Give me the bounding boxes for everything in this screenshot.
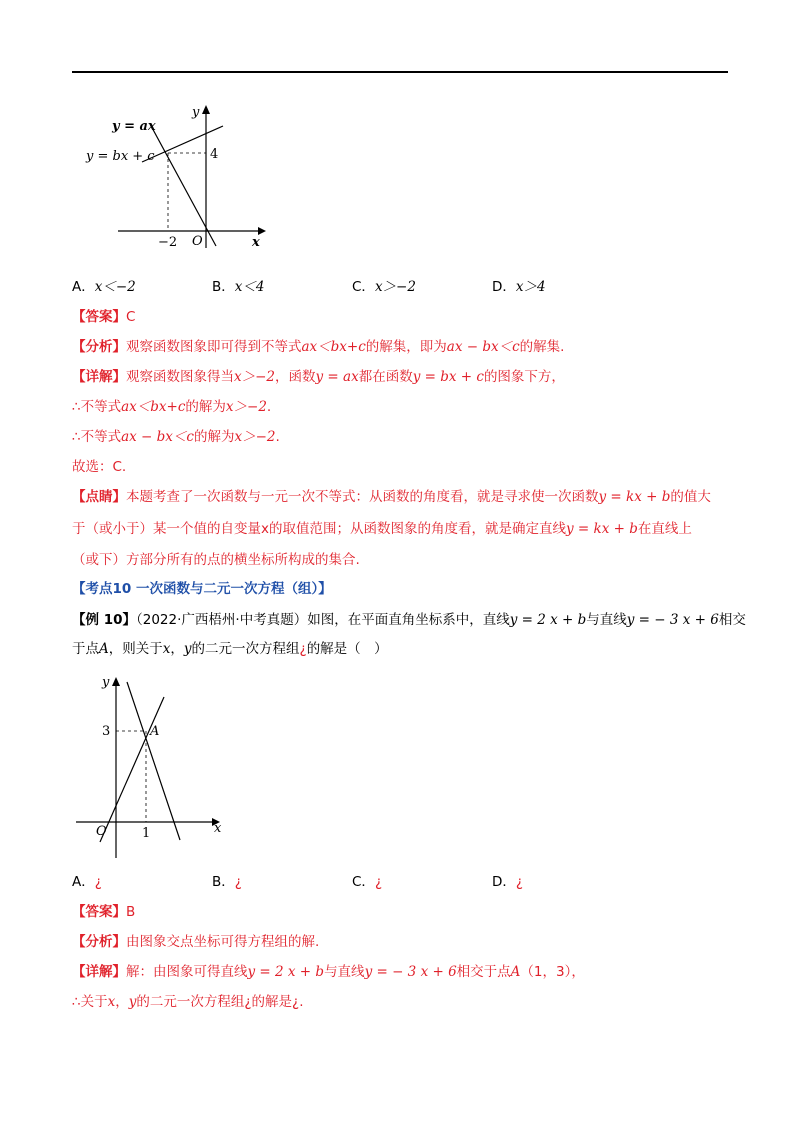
- option-key: C．: [352, 279, 375, 295]
- fig2-tick-y: 3: [102, 724, 111, 739]
- comment-tag: 【点睛】: [72, 489, 126, 505]
- option-key: D．: [492, 874, 516, 890]
- answer-2: [72, 903, 135, 921]
- analysis-tag: 【分析】: [72, 934, 126, 950]
- comment-text: （或下）方部分所有的点的横坐标所构成的集合.: [72, 552, 360, 568]
- detail-1-line-4: [72, 458, 126, 476]
- comment-1-line-3: [72, 551, 360, 569]
- detail-text: 的图象下方，: [483, 369, 565, 385]
- answer-1: [72, 308, 135, 326]
- detail-text: 的二元一次方程组: [136, 994, 245, 1010]
- math-expression: y = kx + b: [598, 489, 671, 505]
- math-expression: x: [162, 641, 171, 657]
- detail-text: ∴关于: [72, 994, 108, 1010]
- analysis-text: 由图象交点坐标可得方程组的解.: [126, 934, 320, 950]
- math-expression: y = − 3 x + 6: [626, 612, 719, 628]
- option-value: x＞4: [515, 279, 546, 295]
- detail-1-line-2: [72, 398, 271, 416]
- section-heading: 【考点10 一次函数与二元一次方程（组）】: [72, 581, 332, 597]
- example-text: （2022·广西梧州·中考真题）如图，在平面直角坐标系中，直线: [136, 612, 510, 628]
- fig2-line-2x-plus-b: [100, 697, 164, 842]
- detail-text: 都在函数: [358, 369, 413, 385]
- q2-option-d[interactable]: [492, 873, 523, 891]
- math-expression: x＞−2: [225, 399, 267, 415]
- detail-tag: 【详解】: [72, 964, 126, 980]
- math-expression: ax − bx＜c: [446, 339, 520, 355]
- missing-glyph: ¿: [292, 994, 300, 1010]
- q1-option-a[interactable]: [72, 278, 136, 296]
- option-key: B．: [212, 279, 235, 295]
- figure-1-graph: [80, 100, 270, 260]
- answer-value: C: [126, 309, 136, 325]
- detail-text: （1，3），: [520, 964, 585, 980]
- fig2-y-arrow: [112, 677, 120, 686]
- math-expression: y = bx + c: [412, 369, 484, 385]
- comment-1-line-2: [72, 520, 692, 538]
- option-key: C．: [352, 874, 375, 890]
- missing-glyph: ¿: [374, 874, 383, 890]
- detail-text: 故选：C.: [72, 459, 127, 475]
- math-expression: y = − 3 x + 6: [364, 964, 457, 980]
- missing-glyph: ¿: [244, 994, 252, 1010]
- missing-glyph: ¿: [515, 874, 524, 890]
- fig2-line-neg3x-plus-6: [127, 682, 180, 840]
- fig1-tick-y: 4: [210, 147, 219, 162]
- math-expression: y = 2 x + b: [509, 612, 587, 628]
- detail-text: ，: [115, 994, 129, 1010]
- math-expression: x＞−2: [234, 429, 276, 445]
- example-text: 于点: [72, 641, 99, 657]
- example-10-line-1: [72, 611, 746, 629]
- example-text: 的二元一次方程组: [191, 641, 300, 657]
- example-10-line-2: [72, 640, 388, 658]
- detail-text: .: [299, 994, 304, 1010]
- example-text: 与直线: [586, 612, 627, 628]
- fig1-y-arrow: [202, 105, 210, 114]
- detail-text: 相交于点: [456, 964, 511, 980]
- q1-options: [72, 278, 728, 296]
- detail-2-line-1: [72, 963, 585, 981]
- option-key: B．: [212, 874, 235, 890]
- fig2-label-y: y: [102, 675, 110, 690]
- math-expression: ax＜bx+c: [121, 399, 186, 415]
- detail-1-line-1: [72, 368, 565, 386]
- example-text: 的解是（ ）: [306, 641, 388, 657]
- option-key: A．: [72, 874, 95, 890]
- answer-tag: 【答案】: [72, 904, 126, 920]
- figure-2-graph: [74, 672, 234, 862]
- q1-option-d[interactable]: [492, 278, 546, 296]
- analysis-text: 的解集，即为: [365, 339, 447, 355]
- option-key: A．: [72, 279, 95, 295]
- math-expression: x: [107, 994, 116, 1010]
- fig2-label-point-a: A: [150, 724, 160, 739]
- math-expression: x＞−2: [234, 369, 276, 385]
- analysis-1: [72, 338, 564, 356]
- math-expression: y: [128, 994, 137, 1010]
- q2-options: [72, 873, 728, 891]
- fig2-label-x: x: [214, 821, 222, 836]
- detail-2-line-2: [72, 993, 304, 1011]
- example-tag: 【例 10】: [72, 612, 136, 628]
- q2-option-a[interactable]: [72, 873, 102, 891]
- detail-text: 的解是: [251, 994, 293, 1010]
- example-text: 相交: [718, 612, 746, 628]
- q2-option-b[interactable]: [212, 873, 242, 891]
- fig1-tick-x: −2: [158, 235, 178, 250]
- detail-tag: 【详解】: [72, 369, 126, 385]
- comment-text: 于（或小于）某一个值的自变量x的取值范围；从函数图象的角度看，就是确定直线: [72, 521, 566, 537]
- option-key: D．: [492, 279, 516, 295]
- detail-text: .: [266, 399, 272, 415]
- comment-text: 的值大: [670, 489, 711, 505]
- example-text: ，则关于: [108, 641, 163, 657]
- example-text: ，: [170, 641, 184, 657]
- missing-glyph: ¿: [94, 874, 102, 890]
- missing-glyph: ¿: [299, 641, 307, 657]
- fig1-label-y: y: [192, 105, 200, 120]
- option-value: x＜−2: [94, 279, 136, 295]
- detail-text: 的解为: [193, 429, 235, 445]
- analysis-text: 的解集.: [519, 339, 565, 355]
- detail-text: ，函数: [275, 369, 316, 385]
- detail-text: .: [275, 429, 280, 445]
- fig2-tick-x: 1: [142, 826, 151, 841]
- q1-option-c[interactable]: [352, 278, 416, 296]
- math-expression: y = ax: [315, 369, 359, 385]
- missing-glyph: ¿: [234, 874, 242, 890]
- analysis-2: [72, 933, 319, 951]
- fig1-label-origin: O: [192, 234, 203, 249]
- detail-text: 与直线: [324, 964, 365, 980]
- math-expression: ax − bx＜c: [121, 429, 194, 445]
- q1-option-b[interactable]: [212, 278, 264, 296]
- answer-tag: 【答案】: [72, 309, 126, 325]
- comment-text: 本题考查了一次函数与一元一次不等式：从函数的角度看，就是寻求使一次函数: [126, 489, 599, 505]
- q2-option-c[interactable]: [352, 873, 382, 891]
- analysis-tag: 【分析】: [72, 339, 126, 355]
- fig1-x-arrow: [258, 227, 266, 235]
- math-expression: y: [183, 641, 192, 657]
- option-value: x＜4: [234, 279, 265, 295]
- option-value: x＞−2: [374, 279, 416, 295]
- fig1-label-line-bxc: y = bx + c: [86, 149, 155, 164]
- detail-text: ∴不等式: [72, 429, 122, 445]
- detail-text: 观察函数图象得当: [126, 369, 234, 385]
- header-rule: [72, 71, 728, 73]
- comment-text: 在直线上: [637, 521, 692, 537]
- fig2-label-origin: O: [96, 824, 107, 839]
- detail-text: 解：由图象可得直线: [126, 964, 248, 980]
- detail-text: 的解为: [185, 399, 226, 415]
- math-expression: y = 2 x + b: [247, 964, 325, 980]
- detail-1-line-3: [72, 428, 280, 446]
- answer-value: B: [126, 904, 136, 920]
- math-expression: ax＜bx+c: [301, 339, 366, 355]
- math-expression: A: [99, 641, 109, 657]
- math-expression: A: [510, 964, 521, 980]
- math-expression: y = kx + b: [566, 521, 638, 537]
- detail-text: ∴不等式: [72, 399, 122, 415]
- fig1-label-x: x: [252, 235, 260, 250]
- analysis-text: 观察函数图象即可得到不等式: [126, 339, 302, 355]
- fig1-label-line-ax: y = ax: [112, 119, 156, 134]
- comment-1-line-1: [72, 488, 711, 506]
